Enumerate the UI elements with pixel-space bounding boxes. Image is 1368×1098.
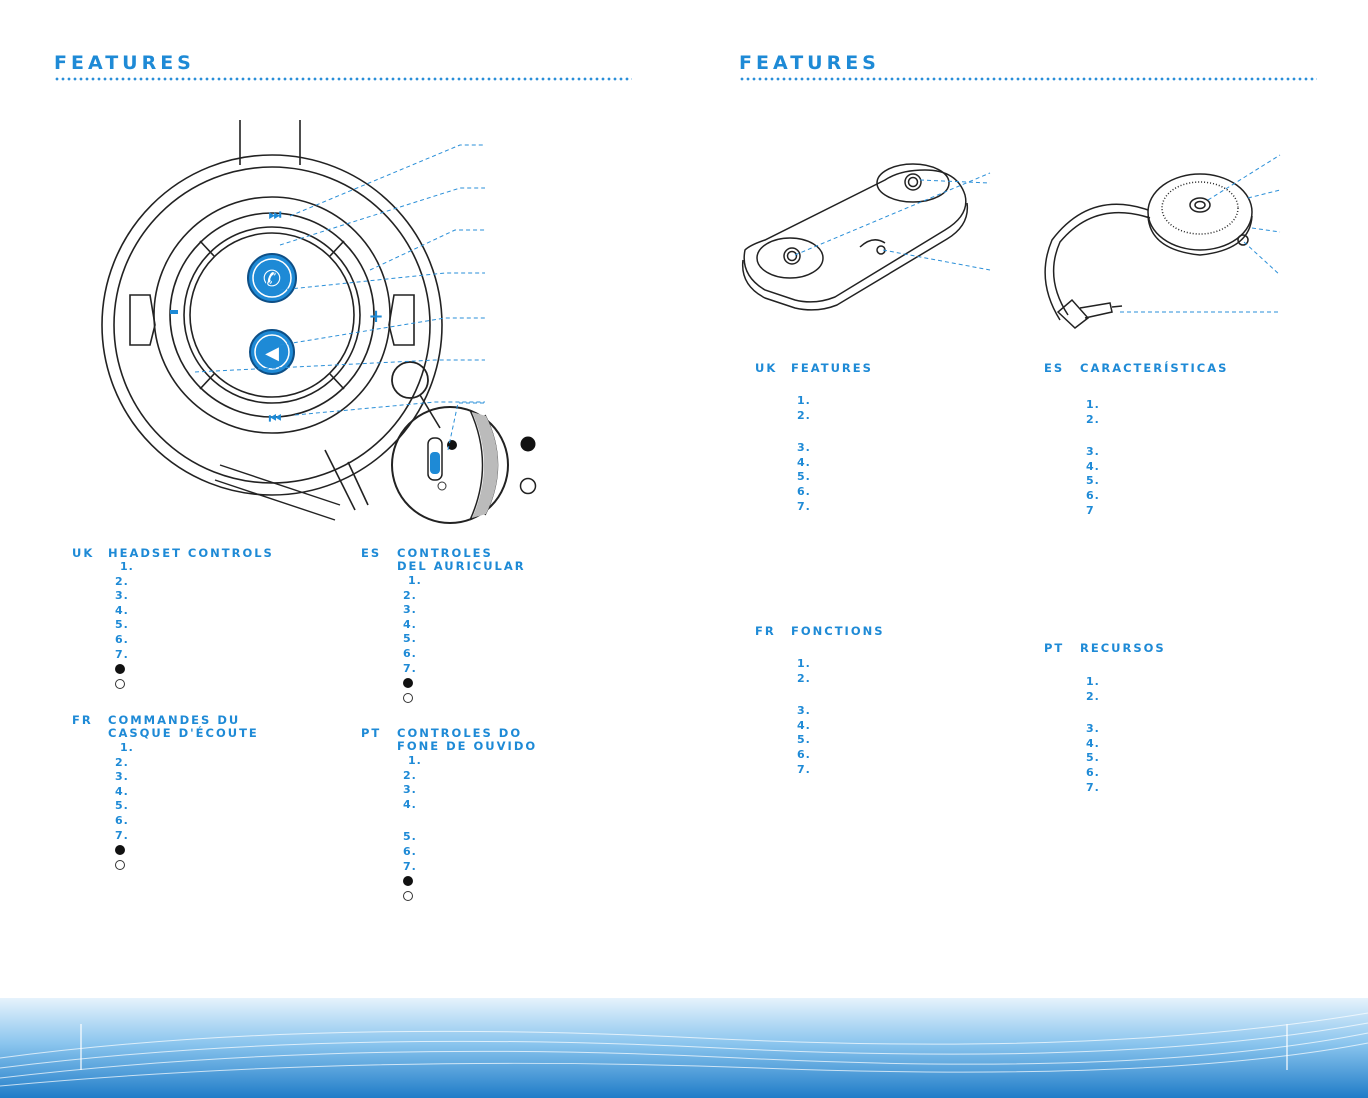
list-item: 3. xyxy=(403,783,417,797)
pt-section-title-2: FONE DE OUVIDO xyxy=(397,739,538,753)
left-page-title: FEATURES xyxy=(54,52,195,74)
list-item xyxy=(115,677,134,692)
es-features-list xyxy=(1086,398,1100,518)
svg-text:+: + xyxy=(368,306,384,327)
svg-text:⏮: ⏮ xyxy=(268,411,282,427)
list-item xyxy=(403,874,422,889)
right-title-divider xyxy=(739,77,1317,81)
list-item: 1. xyxy=(1086,398,1100,411)
open-dot-icon xyxy=(115,860,125,870)
list-item: 3. xyxy=(1086,722,1100,736)
open-dot-icon xyxy=(115,679,125,689)
list-item: 1. xyxy=(120,741,134,754)
list-item xyxy=(115,858,134,873)
headset-illustration xyxy=(100,110,620,540)
list-item: 4. xyxy=(797,455,811,469)
list-item: 5. xyxy=(403,632,417,646)
list-item: 6. xyxy=(115,813,129,827)
list-item: 1. xyxy=(797,394,811,407)
list-item: 6. xyxy=(1086,765,1100,779)
uk-lang-code: UK xyxy=(72,546,95,560)
uk-section-title: HEADSET CONTROLS xyxy=(108,546,274,560)
receiver-illustration xyxy=(1030,150,1290,350)
list-item: 4. xyxy=(1086,459,1100,473)
transmitter-illustration xyxy=(735,155,1005,325)
es-features-heading xyxy=(1044,362,1228,375)
list-item: 5. xyxy=(797,733,811,747)
svg-text:⏭: ⏭ xyxy=(268,207,282,223)
pt-lang-code: PT xyxy=(361,726,382,740)
list-item: 3. xyxy=(115,589,129,603)
list-item: 4. xyxy=(115,603,129,617)
list-item: 5. xyxy=(1086,751,1100,765)
pt-controls-list xyxy=(403,754,422,903)
list-item: 4. xyxy=(403,797,417,811)
open-dot-icon xyxy=(403,891,413,901)
list-item: 5. xyxy=(403,830,417,844)
fr-controls-list xyxy=(115,741,134,872)
fr-lang-code: FR xyxy=(755,624,776,638)
pt-lang-code: PT xyxy=(1044,641,1065,655)
list-item: 2. xyxy=(797,671,811,685)
list-item: 2. xyxy=(403,588,417,602)
list-item: 3. xyxy=(1086,445,1100,459)
uk-features-heading xyxy=(755,362,873,375)
list-item: 7. xyxy=(115,647,129,661)
fr-section-title-1: COMMANDES DU xyxy=(108,713,241,727)
uk-lang-code: UK xyxy=(755,361,778,375)
list-item: 6. xyxy=(403,646,417,660)
es-controls-list xyxy=(403,574,422,705)
es-lang-code: ES xyxy=(361,546,382,560)
list-item: 7. xyxy=(797,762,811,776)
svg-text:✆: ✆ xyxy=(262,267,282,292)
list-item: 5. xyxy=(1086,474,1100,488)
uk-headset-controls-heading xyxy=(72,547,274,560)
list-item: 5. xyxy=(797,470,811,484)
list-item: 1. xyxy=(408,754,422,767)
list-item: 7. xyxy=(403,661,417,675)
open-dot-icon xyxy=(403,693,413,703)
left-title-divider xyxy=(54,77,632,81)
list-item: 6. xyxy=(797,747,811,761)
list-item: 1. xyxy=(797,657,811,670)
pt-features-list xyxy=(1086,675,1100,795)
es-section-title-1: CONTROLES xyxy=(397,546,493,560)
es-lang-code: ES xyxy=(1044,361,1065,375)
list-item: 6. xyxy=(115,632,129,646)
uk-headset-controls-list xyxy=(115,560,134,691)
svg-text:◀: ◀ xyxy=(265,343,279,364)
list-item xyxy=(115,843,134,858)
list-item: 7 xyxy=(1086,503,1095,517)
es-features-title: CARACTERÍSTICAS xyxy=(1080,361,1229,375)
fr-features-list xyxy=(797,657,811,777)
list-item: 2. xyxy=(1086,412,1100,426)
list-item: 3. xyxy=(115,770,129,784)
list-item: 6. xyxy=(403,844,417,858)
list-item: 4. xyxy=(115,784,129,798)
list-item xyxy=(115,662,134,677)
list-item xyxy=(403,889,422,904)
list-item: 6. xyxy=(1086,488,1100,502)
filled-dot-icon xyxy=(403,876,413,886)
list-item: 5. xyxy=(115,799,129,813)
list-item: 7. xyxy=(115,828,129,842)
list-item: 2. xyxy=(1086,689,1100,703)
list-item: 7. xyxy=(1086,780,1100,794)
fr-section-title-2: CASQUE D'ÉCOUTE xyxy=(108,726,259,740)
list-item: 2. xyxy=(797,408,811,422)
list-item: 5. xyxy=(115,618,129,632)
list-item: 4. xyxy=(797,718,811,732)
list-item: 7. xyxy=(797,499,811,513)
list-item: 3. xyxy=(797,441,811,455)
es-section-title-2: DEL AURICULAR xyxy=(397,559,526,573)
uk-features-title: FEATURES xyxy=(791,361,873,375)
list-item: 2. xyxy=(115,574,129,588)
pt-features-title: RECURSOS xyxy=(1080,641,1166,655)
list-item: 6. xyxy=(797,484,811,498)
list-item: 4. xyxy=(403,617,417,631)
fr-features-title: FONCTIONS xyxy=(791,624,885,638)
pt-section-title-1: CONTROLES DO xyxy=(397,726,523,740)
list-item: 1. xyxy=(408,574,422,587)
list-item: 7. xyxy=(403,859,417,873)
fr-lang-code: FR xyxy=(72,713,93,727)
right-page-title: FEATURES xyxy=(739,52,880,74)
pt-features-heading xyxy=(1044,642,1166,655)
list-item: 2. xyxy=(403,768,417,782)
list-item: 1. xyxy=(1086,675,1100,688)
list-item: 3. xyxy=(797,704,811,718)
uk-features-list xyxy=(797,394,811,514)
list-item: 2. xyxy=(115,755,129,769)
es-controls-heading xyxy=(361,547,526,573)
list-item xyxy=(403,676,422,691)
list-item: 4. xyxy=(1086,736,1100,750)
filled-dot-icon xyxy=(115,845,125,855)
filled-dot-icon xyxy=(115,664,125,674)
list-item: 3. xyxy=(403,603,417,617)
pt-controls-heading xyxy=(361,727,537,753)
filled-dot-icon xyxy=(403,678,413,688)
list-item xyxy=(403,691,422,706)
fr-features-heading xyxy=(755,625,885,638)
fr-controls-heading xyxy=(72,714,259,740)
footer-wave-band xyxy=(0,998,1368,1098)
list-item: 1. xyxy=(120,560,134,573)
